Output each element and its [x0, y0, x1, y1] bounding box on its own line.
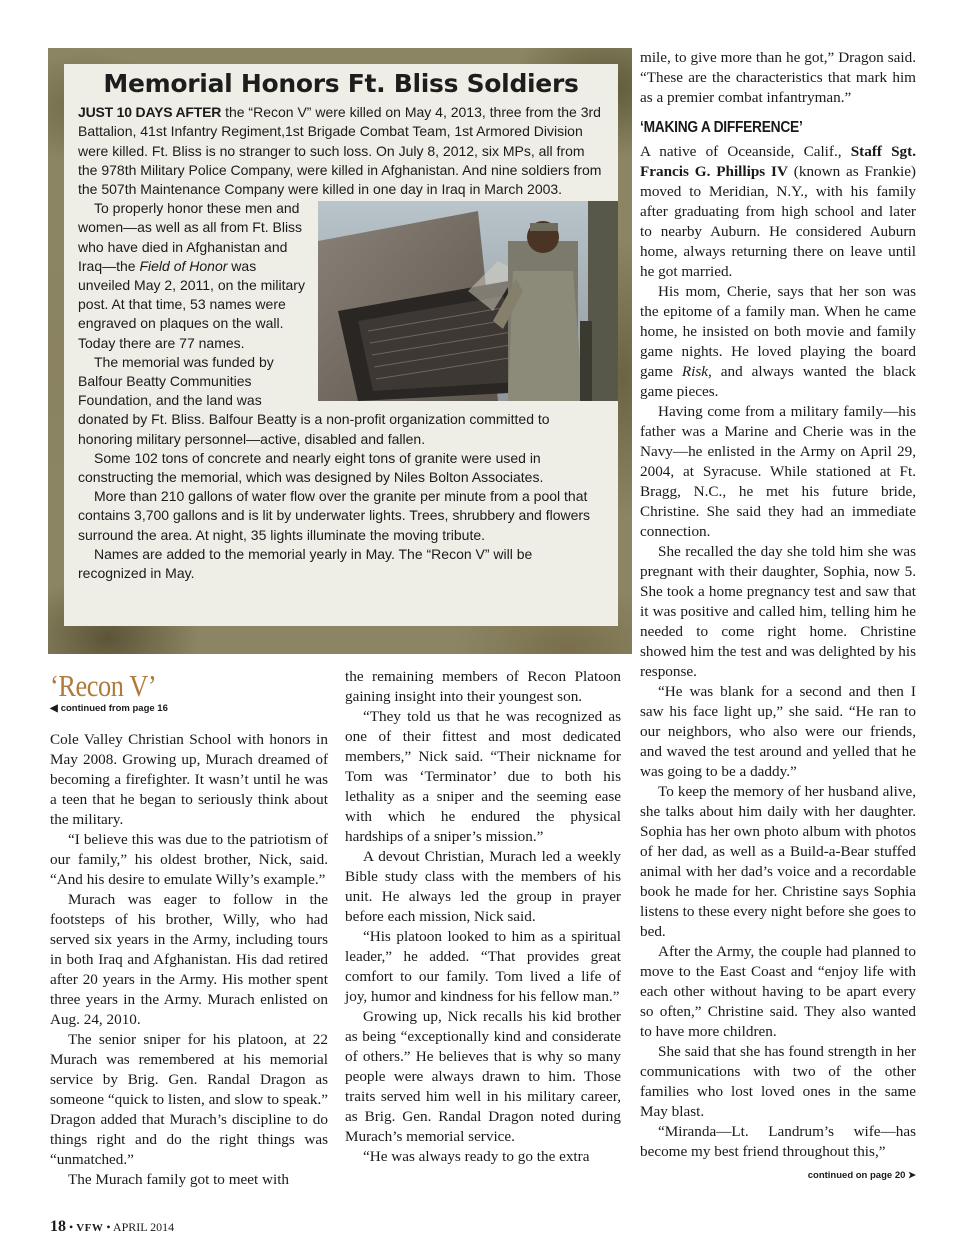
continued-to-note	[640, 1166, 916, 1186]
paragraph: She recalled the day she told him she was pregnant with their daughter, Sophia, now 5. She took a home pregnancy test and saw that it was positive and called him, telling him he needed to come right home. Christine showed him the test and was delighted by his response.	[640, 543, 916, 680]
arrow-left-icon: ◀	[50, 703, 58, 714]
memorial-sidebar	[48, 48, 632, 654]
paragraph-text: His mom, Cherie, says that her son was the epitome of a family man. When he came home, he insisted on both movie and family game nights. He loved playing the board game	[640, 283, 916, 380]
sidebar-lead-in: JUST 10 DAYS AFTER	[78, 104, 222, 121]
page-number: 18	[50, 1218, 66, 1235]
article-column-2	[345, 667, 621, 1167]
paragraph: mile, to give more than he got,” Dragon said. “These are the characteristics that mark him as a premier combat infantryman.”	[640, 49, 916, 106]
article-column-1	[50, 730, 328, 1190]
paragraph: Murach was eager to follow in the footsteps of his brother, Willy, who had served six years in the Army, including tours in both Iraq and Afghanistan. His dad retired after 20 years in the Army. His mother spent three years in the Army. Murach enlisted on Aug. 24, 2010.	[50, 891, 328, 1028]
paragraph	[640, 282, 916, 402]
paragraph: Growing up, Nick recalls his kid brother as being “exceptionally kind and considerate of others.” He believes that is why so many people were always drawn to him. Those traits served him well in his military career, as Brig. Gen. Randal Dragon noted during Murach’s memorial service.	[345, 1008, 621, 1145]
continued-from-note	[50, 703, 168, 714]
sidebar-paragraph	[78, 103, 604, 199]
sidebar-title: Memorial Honors Ft. Bliss Soldiers	[103, 69, 579, 98]
continued-to-text: continued on page 20	[807, 1170, 906, 1181]
page-footer	[50, 1218, 174, 1236]
paragraph: The senior sniper for his platoon, at 22 Murach was remembered at his memorial service by Brig. Gen. Randal Dragon as someone “quick to listen, and slow to speak.” Dragon added that Murach’s discipline to do things right and do the right things was “unmatched.”	[50, 1031, 328, 1168]
footer-separator: •	[69, 1220, 74, 1234]
section-subhead: ‘MAKING A DIFFERENCE’	[640, 119, 803, 136]
paragraph: “I believe this was due to the patriotism of our family,” his oldest brother, Nick, said. “And his desire to emulate Willy’s example.”	[50, 831, 328, 888]
paragraph: She said that she has found strength in her communications with two of the other families who lost loved ones in the same May blast.	[640, 1043, 916, 1120]
paragraph: “They told us that he was recognized as one of their fittest and most dedicated members,” Nick said. “Their nickname for Tom was ‘Terminator’ due to both his lethality as a sniper and the seeming ease with which he endured the physical hardships of a sniper’s mission.”	[345, 708, 621, 845]
paragraph-text: A native of Oceanside, Calif.,	[640, 143, 851, 160]
article-column-3	[640, 48, 916, 1186]
paragraph: the remaining members of Recon Platoon gaining insight into their youngest son.	[345, 668, 621, 705]
paragraph: “He was always ready to go the extra	[363, 1148, 590, 1165]
paragraph: Cole Valley Christian School with honors in May 2008. Growing up, Murach dreamed of becoming a firefighter. It wasn’t until he was a teen that he began to seriously think about the military.	[50, 731, 328, 828]
sidebar-paragraph: Some 102 tons of concrete and nearly eight tons of granite were used in constructing the memorial, which was designed by Niles Bolton Associates.	[78, 449, 544, 486]
footer-separator: •	[106, 1220, 111, 1234]
paragraph: “He was blank for a second and then I saw his face light up,” she said. “He ran to our neighbors, who also were our friends, and waved the test around and yelled that he was going to be a daddy.”	[640, 683, 916, 780]
sidebar-text: was unveiled May 2, 2011, on the military post. At that time, 53 names were engraved on plaques on the wall. Today there are 77 names.	[78, 257, 305, 351]
game-title: Risk,	[681, 363, 712, 380]
paragraph-text: and always wanted the black game pieces.	[640, 363, 917, 400]
paragraph: “His platoon looked to him as a spiritual leader,” he added. “That provides great comfort to our family. Tom lived a life of joy, humor and kindness for his fellow man.”	[345, 928, 621, 1005]
soldier-name: Staff Sgt. Francis G. Phillips IV	[640, 143, 916, 180]
paragraph: A devout Christian, Murach led a weekly Bible study class with the members of his unit. He always led the group in prayer before each mission, Nick said.	[345, 848, 621, 925]
sidebar-text: the “Recon V” were killed on May 4, 2013, three from the 3rd Battalion, 41st Infantry Regiment,1st Brigade Combat Team, 1st Armored Division were killed. Ft. Bliss is no stranger to such loss. On July 8, 2012, six MPs, all from the 978th Military Police Company, were killed in Afghanistan. And nine soldiers from the 507th Maintenance Company were killed in one day in Iraq in March 2003.	[78, 104, 602, 198]
magazine-name: VFW	[76, 1222, 104, 1234]
sidebar-content	[64, 64, 618, 626]
issue-date: APRIL 2014	[112, 1220, 175, 1234]
sidebar-paragraph: The memorial was funded by Balfour Beatty Communities Foundation, and the land was donated by Ft. Bliss. Balfour Beatty is a non-profit organization committed to honoring military personnel—active, disabled and fallen.	[78, 353, 550, 447]
continued-from-text: continued from page 16	[60, 703, 168, 714]
sidebar-text: To properly honor these men and women—as well as all from Ft. Bliss who have died in Afghanistan and Iraq—the	[78, 200, 303, 274]
paragraph: To keep the memory of her husband alive, she talks about him daily with her daughter. Sophia has her own photo album with photos of her dad, as well as a Build-a-Bear stuffed animal with her dad’s voice and a recordable book he made for her. Christine says Sophia listens to these every night before she goes to bed.	[640, 783, 916, 940]
paragraph: After the Army, the couple had planned to move to the East Coast and “enjoy life with each other without having to be apart every so often,” Christine said. They also wanted to have more children.	[640, 943, 916, 1040]
arrow-right-icon: ➤	[908, 1170, 916, 1181]
sidebar-paragraph: More than 210 gallons of water flow over the granite per minute from a pool that contains 3,700 gallons and is lit by underwater lights. Trees, shrubbery and flowers surround the area. At night, 35 lights illuminate the moving tribute.	[78, 488, 591, 543]
sidebar-paragraph: Names are added to the memorial yearly in May. The “Recon V” will be recognized in May.	[78, 545, 533, 582]
paragraph-text: (known as Frankie) moved to Meridian, N.Y., with his family after graduating from high school and later to nearby Auburn. He considered Auburn home, always returning there on leave until he got married.	[640, 163, 916, 280]
article-title: ‘Recon V’	[50, 668, 157, 703]
paragraph: Having come from a military family—his father was a Marine and Cherie was in the Navy—he enlisted in the Army on April 29, 2004, at Syracuse. While stationed at Ft. Bragg, N.C., he met his future bride, Christine. She said they had an immediate connection.	[640, 403, 916, 540]
sidebar-emphasis: Field of Honor	[139, 257, 228, 274]
memorial-photo	[318, 201, 618, 401]
paragraph: The Murach family got to meet with	[68, 1171, 290, 1188]
memorial-photo-image	[318, 201, 618, 401]
paragraph	[640, 142, 916, 282]
paragraph: “Miranda—Lt. Landrum’s wife—has become my best friend throughout this,”	[640, 1123, 916, 1160]
